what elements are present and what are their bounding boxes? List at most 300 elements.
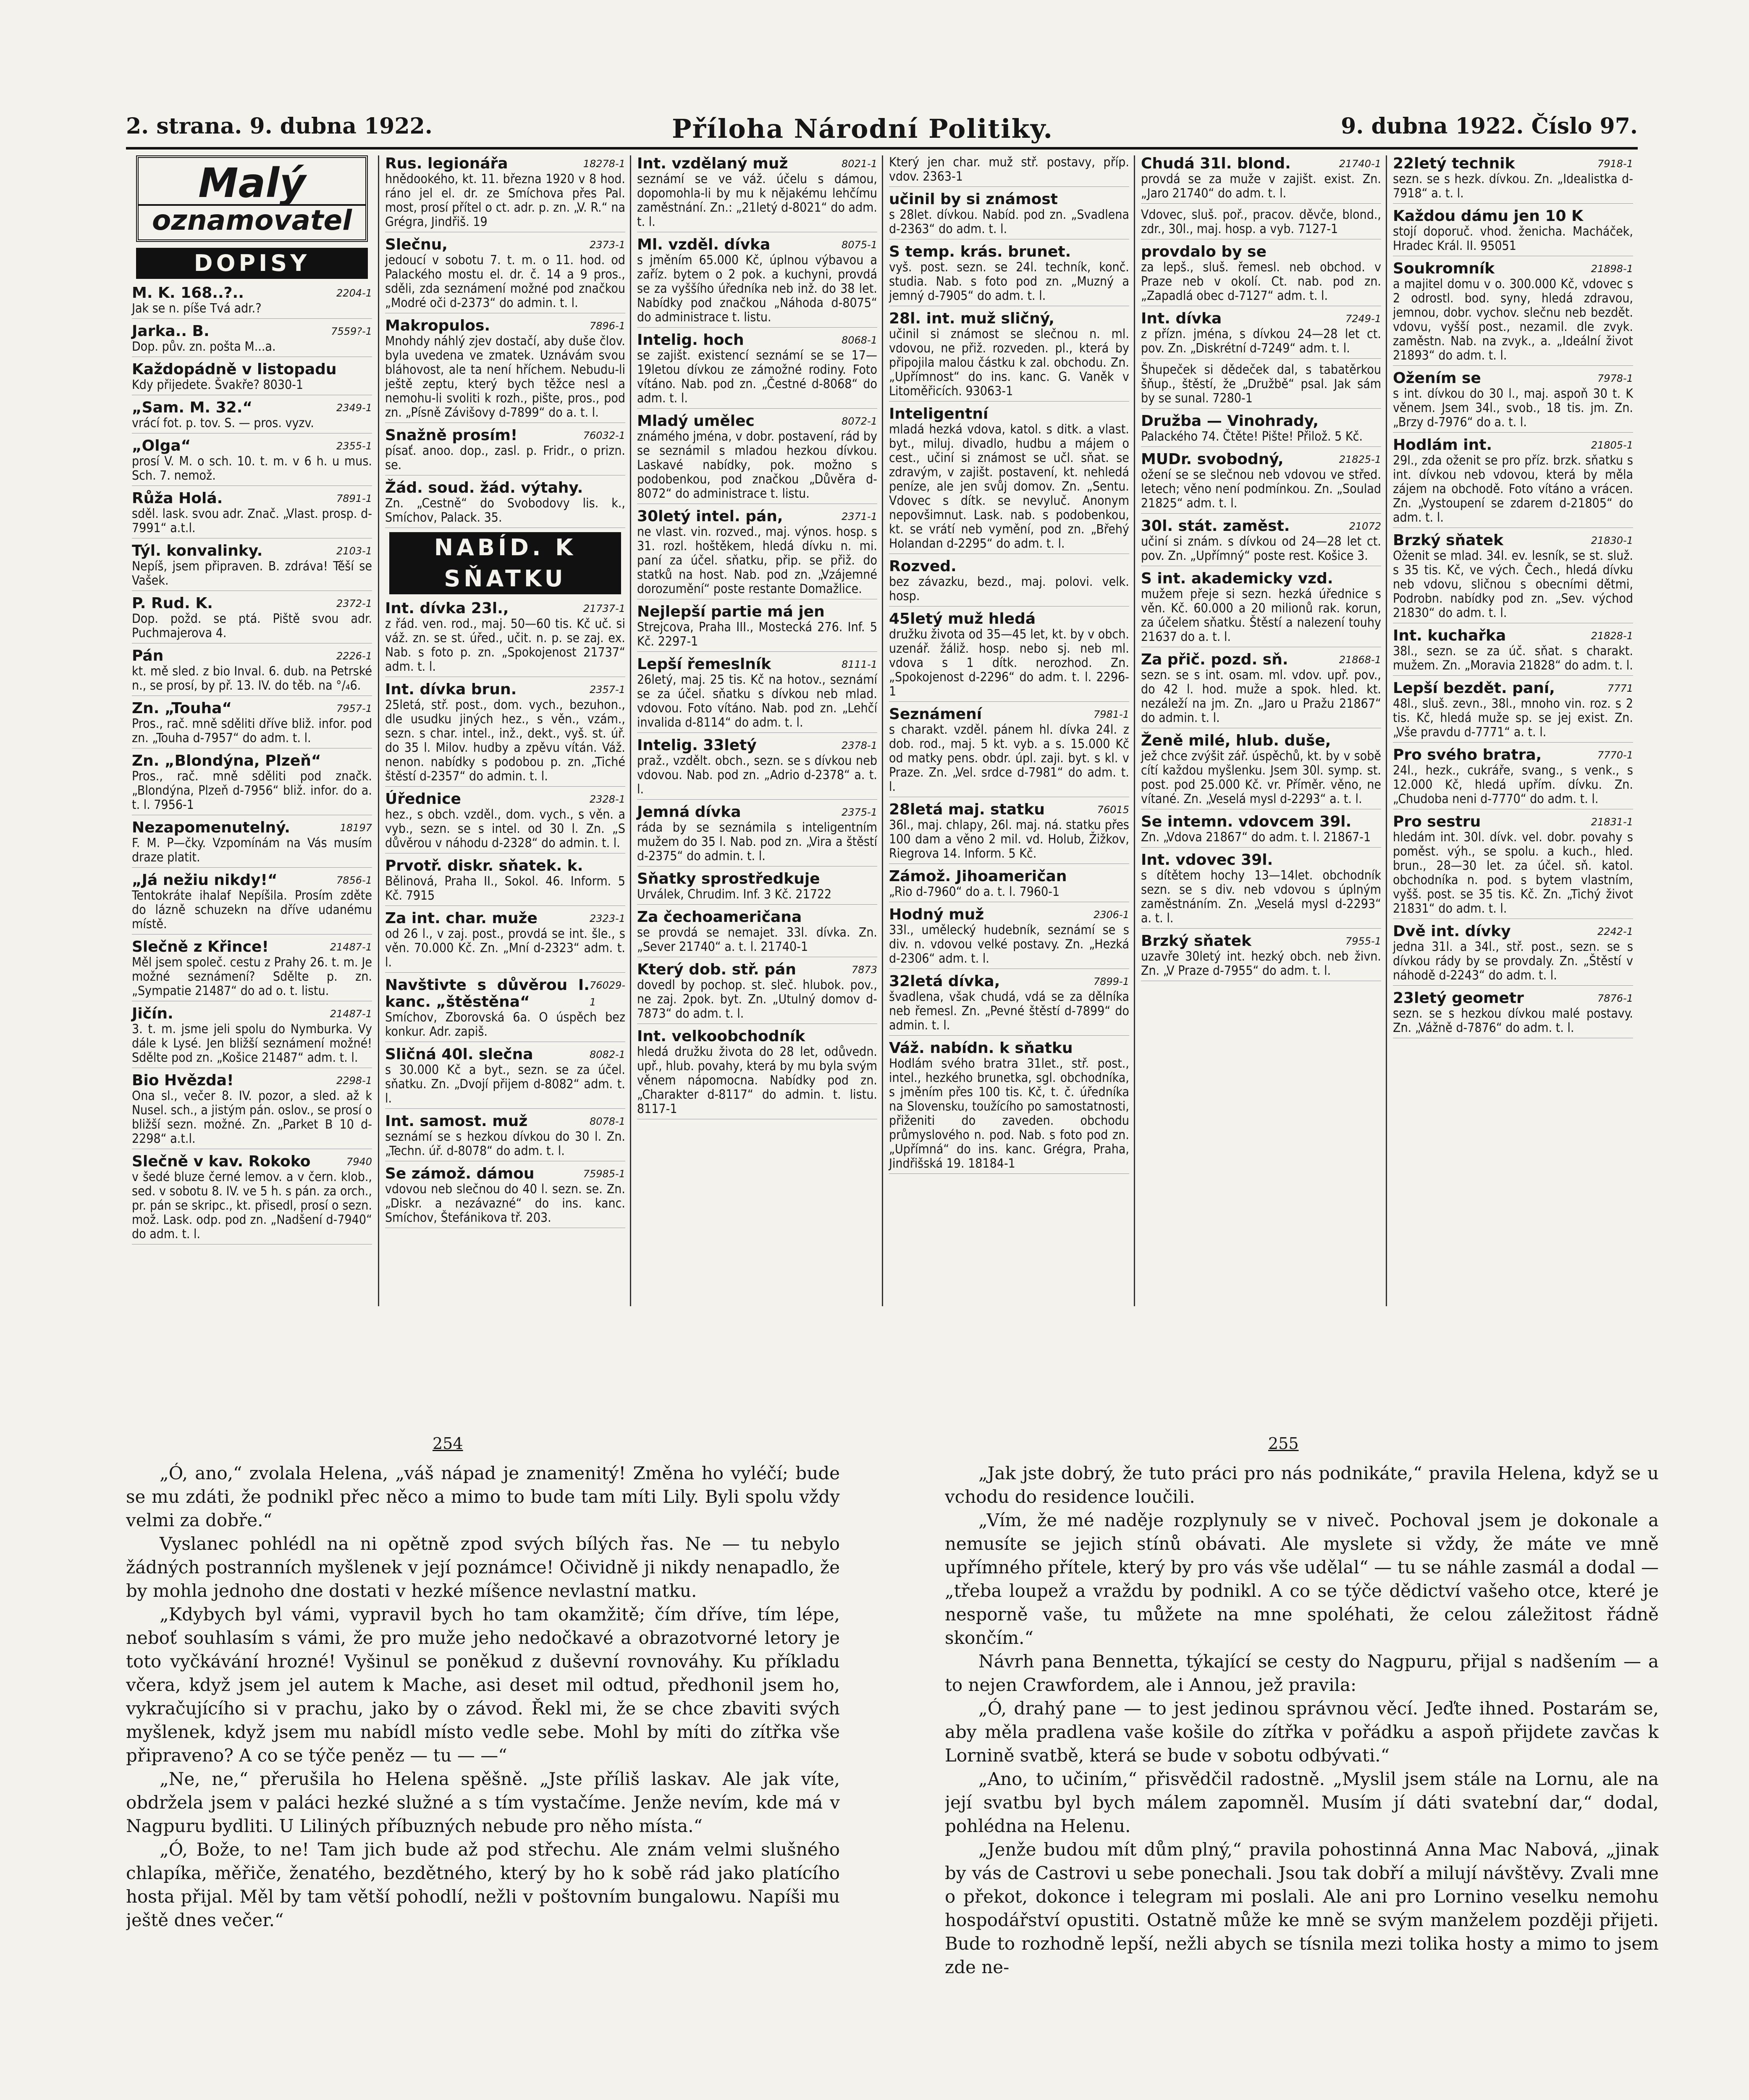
ad-text: Měl jsem společ. cestu z Prahy 26. t. m. Je možné seznámení? Sdělte p. zn. „Sympatie 21487“ do ad o. t. listu.: [132, 955, 372, 998]
ad-text: hledá družku života do 28 let, odůvedn. upř., hlub. povahy, která by mu byla svým věnem nápomocna. Nabídky pod zn. „Charakter d-8117“ do admin. t. listu. 8117-1: [637, 1045, 877, 1116]
ad-title: Int. dívka: [1141, 310, 1222, 327]
ad-code: 8068-1: [841, 334, 877, 346]
ad-text: 48l., sluš. zevn., 38l., mnoho vin. roz. s 2 tis. Kč, hledá muže sp. se jej exist. Zn. „Vše pravdu d-7771“ a. t. l.: [1393, 696, 1633, 740]
ad-code: 18197: [340, 822, 372, 834]
ad-title: Int. vzdělaný muž: [637, 155, 788, 172]
ad-title: Nezapomenutelný.: [132, 819, 290, 836]
ad-title: Růža Holá.: [132, 490, 223, 507]
ad-heading: [1141, 155, 1381, 172]
ad-text: Dop. pův. zn. pošta M...a.: [132, 339, 276, 354]
classified-ad: [132, 648, 372, 696]
classified-ad: [637, 909, 877, 957]
classified-ad: [385, 600, 625, 677]
classified-ad: [132, 872, 372, 934]
ad-text: s dítětem hochy 13—14let. obchodník sezn. se s div. neb vdovou s úplným zaměstnáním. Zn. „Veselá mysl d-2293“ a. t. l.: [1141, 868, 1381, 926]
ad-column-1: [126, 155, 378, 1306]
ad-title: Prvotř. diskr. sňatek. k.: [385, 857, 583, 874]
ad-text: seznámí se s hezkou dívkou do 30 l. Zn. „Techn. úř. d-8078“ do adm. t. l.: [385, 1129, 625, 1158]
classified-ad: [385, 681, 625, 787]
ad-heading: [132, 872, 372, 889]
ad-text: F. M. P—čky. Vzpomínám na Vás musím draze platit.: [132, 836, 372, 865]
classified-ad: [1141, 651, 1381, 728]
logo-line-1: Malý: [198, 160, 306, 207]
ad-text: uzavře 30letý int. hezký obch. neb živn. Zn. „V Praze d-7955“ do adm. t. l.: [1141, 949, 1381, 978]
ad-title: Lepší řemeslník: [637, 656, 771, 673]
ad-text: Hodlám svého bratra 31let., stř. post., intel., hezkého brunetka, sgl. obchodníka, s jměním přes 100 tis. Kč, t. č. úředníka na Slovensku, toužícího po samostatnosti, přiženiti do zaveden. obchodu průmyslového n. pod. Nab. s foto pod zn. „Upřímná“ do ins. kanc. Grégra, Praha, Jindřišská 19. 18184-1: [889, 1056, 1129, 1171]
ad-text: písať. anoo. dop., zasl. p. Fridr., o prizn. se.: [385, 444, 625, 472]
ad-code: 7981-1: [1093, 709, 1129, 720]
ad-heading: [132, 819, 372, 836]
ad-heading: [132, 595, 372, 612]
ad-code: 21487-1: [330, 941, 372, 953]
ad-code: 21868-1: [1339, 654, 1381, 666]
ad-text: sezn. se s int. osam. ml. vdov. upř. pov., do 42 l. hod. muže a spok. hled. kt. nezáleží na jm. Zn. „Jaro u Pražu 21867“ do admin. t. l.: [1141, 668, 1381, 725]
ad-text: Palackého 74. Čtěte! Pište! Přilož. 5 Kč.: [1141, 429, 1363, 444]
classified-ad: [889, 706, 1129, 797]
ad-title: Navštivte s důvěrou I. kanc. „štěstěna“: [385, 976, 590, 1011]
masthead-title: Příloha Národní Politiky.: [672, 113, 1054, 144]
classified-ad: [1393, 990, 1633, 1038]
ad-title: 30l. stát. zaměst.: [1141, 517, 1290, 535]
ad-title: Rus. legionářa: [385, 155, 508, 172]
ad-title: Jičín.: [132, 1005, 173, 1022]
ad-heading: [385, 480, 625, 496]
ad-text: Strejcova, Praha III., Mostecká 276. Inf. 5 Kč. 2297-1: [637, 620, 877, 649]
classified-ad: [1141, 363, 1381, 409]
ad-code: 2298-1: [336, 1075, 372, 1087]
ad-code: 7891-1: [336, 493, 372, 504]
classified-ad: [889, 1040, 1129, 1174]
ad-title: Makropulos.: [385, 317, 490, 334]
masthead-date-left: 2. strana. 9. dubna 1922.: [126, 113, 433, 139]
ad-text: známého jména, v dobr. postavení, rád by se seznámil s mladou hezkou dívkou. Laskavé nabídky, pok. možno s podobenkou, pod značkou „Důvěra d-8072“ do administrace t. listu.: [637, 429, 877, 501]
ad-title: Se intemn. vdovcem 39l.: [1141, 813, 1352, 830]
ad-code: 2372-1: [336, 598, 372, 609]
ad-text: z řád. ven. rod., maj. 50—60 tis. Kč uč. si váž. zn. se st. úřed., učit. n. p. se zaj. ex. Nab. s foto p. zn. „Spokojenost 21737“ adm. t. l.: [385, 617, 625, 674]
ad-code: 8075-1: [841, 239, 877, 251]
classified-ad: [889, 558, 1129, 606]
ad-code: 21898-1: [1591, 263, 1633, 275]
ad-heading: [132, 939, 372, 956]
classified-ad: [1393, 814, 1633, 919]
classified-ad: [1393, 680, 1633, 743]
classified-ad: [1141, 814, 1381, 848]
ad-code: 2204-1: [336, 287, 372, 299]
ad-text: 29l., zda oženit se pro příz. brzk. sňatku s int. dívkou neb vdovou, která by měla zájem na obchodě. Foto vítáno a vrácen. Zn. „Vystoupení se zdarem d-21805“ do adm. t. l.: [1393, 453, 1633, 525]
ad-text: 24l., hezk., cukráře, svang., s venk., s 12.000 Kč, hledá upřím. dívku. Zn. „Chudoba neni d-7770“ do adm. t. l.: [1393, 763, 1633, 806]
ad-heading: [132, 700, 372, 717]
ad-heading: [1393, 208, 1633, 225]
ad-text: s jměním 65.000 Kč, úplnou výbavou a zaříz. bytem o 2 pok. a kuchyni, provdá se za vyššího úředníka neb inž. do 38 let. Nabídky pod značkou „Náhoda d-8075“ do administrace t. listu.: [637, 253, 877, 325]
classified-ad: [1393, 532, 1633, 623]
ad-heading: [889, 906, 1129, 923]
ad-text: ne vlast. vin. rozved., maj. výnos. hosp. s 31. rozl. hoštěkem, hledá dívku n. mi. paní za účel. sňatku, přip. se přiž. do statků na host. Nab. pod zn. „Vzájemné dorozumění“ poste restante Domažlice.: [637, 525, 877, 596]
ad-text: Urválek, Chrudim. Inf. 3 Kč. 21722: [637, 887, 832, 902]
classified-ad: [889, 906, 1129, 969]
ad-heading: [1393, 627, 1633, 644]
classified-ad: [385, 977, 625, 1042]
ad-title: Jarka.. B.: [132, 323, 210, 340]
ad-code: 76032-1: [583, 430, 625, 441]
ad-title: Hodlám int.: [1393, 436, 1492, 454]
ad-column-4: [882, 155, 1135, 1306]
ad-title: Soukromník: [1393, 260, 1495, 277]
ad-heading: [637, 413, 877, 430]
ad-title: Nejlepší partie má jen: [637, 603, 825, 620]
ad-title: Váž. nabídn. k sňatku: [889, 1040, 1073, 1057]
ad-code: 2328-1: [589, 793, 625, 805]
ad-code: 7873: [851, 964, 877, 976]
classified-ad: [1141, 732, 1381, 809]
ad-text: 33l., umělecký hudebník, seznámí se s div. n. vdovou velké postavy. Zn. „Hezká d-2306“ adm. t. l.: [889, 923, 1129, 966]
ad-title: Bio Hvězda!: [132, 1072, 234, 1089]
classified-ad: [132, 753, 372, 815]
classified-ad: [889, 244, 1129, 306]
ad-code: 76015: [1097, 804, 1129, 816]
ad-heading: [132, 648, 372, 664]
ad-title: Int. kuchařka: [1393, 627, 1506, 644]
ad-text: s 28let. dívkou. Nabíd. pod zn. „Svadlena d-2363“ do adm. t. l.: [889, 207, 1129, 236]
ad-text: s charakt. vzděl. pánem hl. dívka 24l. z dob. rod., maj. 5 kt. vyb. a s. 15.000 Kč od matky pens. obdr. úpl. zaji. byt. s kl. v Praze. Zn. „Vel. srdce d-7981“ do adm. t. l.: [889, 722, 1129, 794]
classified-ad: [1141, 208, 1381, 239]
novel-paragraph: „Ano, to učiním,“ přisvědčil radostně. „Myslil jsem stále na Lornu, ale na její svatbu byl bych málem zapomněl. Musím jí dáti svatební dar,“ dodal, pohlédna na Helenu.: [945, 1769, 1659, 1836]
ad-title: 28l. int. muž sličný,: [889, 310, 1055, 327]
ad-heading: [132, 361, 372, 378]
ad-text: Pros., rač. mně sděliti pod značk. „Blondýna, Plzeň d-7956“ bliž. infor. do a. t. l. 7956-1: [132, 769, 372, 812]
ad-text: hnědookého, kt. 11. března 1920 v 8 hod. ráno jel el. dr. ze Smíchova přes Pal. most, prosí přítel o ct. adr. p. zn. „V. R.“ na Grégra, Jindřiš. 19: [385, 172, 625, 229]
ad-code: 7559?-1: [331, 326, 372, 337]
ad-heading: [132, 753, 372, 769]
ad-column-3: [630, 155, 883, 1306]
classified-ad: [1141, 518, 1381, 566]
ad-text: v šedé bluze černé lemov. a v čern. klob., sed. v sobotu 8. IV. ve 5 h. s pán. za orch., pr. pán se skripc., kt. přisedl, prosí o sezn. mož. Lask. odp. pod zn. „Nadšení d-7940“ do adm. t. l.: [132, 1170, 372, 1242]
ad-title: Intelig. 33letý: [637, 737, 757, 754]
classified-ad: [132, 1153, 372, 1244]
ad-text: Dop. požd. se ptá. Piště svou adr. Puchmajerova 4.: [132, 612, 372, 640]
ad-code: 21805-1: [1591, 439, 1633, 451]
ad-heading: [1393, 155, 1633, 172]
ad-heading: [637, 737, 877, 754]
ad-code: 2373-1: [589, 239, 625, 251]
classified-ad: [1141, 310, 1381, 359]
classified-ad: [1141, 413, 1381, 447]
ad-title: Slečně v kav. Rokoko: [132, 1153, 311, 1170]
novel-paragraph: „Ó, ano,“ zvolala Helena, „váš nápad je znamenitý! Změna ho vyléčí; bude se mu zdáti, že podnikl přec něco a mimo to bude tam míti Lily. Byli spolu vždy velmi za dobře.“: [126, 1463, 840, 1530]
ad-text: jež chce zvýšit zář. úspěchů, kt. by v sobě cítí každou myšlenku. Jsem 30l. symp. st. post. pod 25.000 Kč. vr. Příměr. věno, ne vítané. Zn. „Veselá mysl d-2293“ a. t. l.: [1141, 749, 1381, 806]
ad-title: Zn. „Touha“: [132, 700, 232, 717]
classified-ad: [132, 819, 372, 868]
ad-code: 8078-1: [589, 1116, 625, 1127]
ad-heading: [1141, 814, 1381, 830]
ad-code: 2323-1: [589, 913, 625, 924]
classified-ad: [385, 1166, 625, 1228]
masthead: [126, 113, 1638, 147]
ad-heading: [1141, 852, 1381, 869]
ad-heading: [889, 406, 1129, 423]
ad-title: učinil by si známost: [889, 191, 1058, 208]
ad-title: Slečně z Křince!: [132, 938, 269, 956]
ad-heading: [889, 973, 1129, 990]
masthead-date-right: 9. dubna 1922. Číslo 97.: [1341, 113, 1638, 139]
ad-title: Hodný muž: [889, 906, 984, 923]
ad-code: 2371-1: [841, 511, 877, 522]
ad-code: 8111-1: [841, 659, 877, 670]
ad-text: hez., s obch. vzděl., dom. vych., s věn. a vyb., sezn. se s intel. od 30 l. Zn. „S důvěrou v náhodu d-2328“ do admin. t. l.: [385, 807, 625, 850]
ad-code: 2103-1: [336, 545, 372, 557]
ad-heading: [385, 791, 625, 808]
ad-title: 22letý technik: [1393, 155, 1515, 172]
classified-ad: [1393, 155, 1633, 204]
ad-code: 75985-1: [583, 1168, 625, 1180]
ad-title: Družba — Vinohrady,: [1141, 412, 1319, 430]
ad-title: Int. dívka 23l.,: [385, 600, 509, 617]
ad-text: mladá hezká vdova, katol. s ditk. a vlast. byt., miluj. divadlo, hudbu a májem o cest., učiní si známost se učl. sňat. se zdravým, v zajišt. postavení, kt. nehledá peníze, ale jen svůj domov. Zn. „Sentu. Vdovec s dítk. se nevyluč. Anonym nepovšimnut. Lask. nab. s podobenkou, kt. se vrátí neb vymění, pod zn. „Břehý Holandan d-2295“ do adm. t. l.: [889, 422, 1129, 551]
ad-title: Rozved.: [889, 558, 957, 575]
classified-ad: [1141, 852, 1381, 929]
classified-ad: [889, 801, 1129, 864]
classified-ad: [637, 871, 877, 905]
classified-ad: [889, 406, 1129, 554]
ad-text: sezn. se s hezkou dívkou malé postavy. Zn. „Vážně d-7876“ do adm. t. l.: [1393, 1006, 1633, 1035]
classified-ad: [385, 155, 625, 232]
ad-heading: [132, 543, 372, 559]
ad-title: 23letý geometr: [1393, 990, 1524, 1007]
ad-column-6: [1386, 155, 1639, 1306]
ad-text: se zajišt. existencí seznámí se se 17—19letou dívkou ze zámožné rodiny. Foto vítáno. Nab. pod zn. „Čestné d-8068“ do adm. t. l.: [637, 348, 877, 406]
ad-heading: [385, 318, 625, 334]
novel-paragraph: Vyslanec pohlédl na ni opětně zpod svých bílých řas. Ne — tu nebylo žádných postranních myšlenek v její poznámce! Očividně ji nikdy nenapadlo, že by mohla jednoho dne dostati v hezké míšence nevlastní matku.: [126, 1533, 840, 1601]
ad-text: Pros., rač. mně sděliti dříve bliž. infor. pod zn. „Touha d-7957“ do adm. t. l.: [132, 717, 372, 746]
classified-ad: [889, 973, 1129, 1036]
classified-ad: [889, 310, 1129, 402]
ad-title: S int. akademicky vzd.: [1141, 570, 1333, 587]
ad-heading: [385, 681, 625, 698]
maly-oznamovatel-logo: [136, 155, 368, 242]
ad-heading: [132, 438, 372, 454]
ad-title: M. K. 168..?..: [132, 284, 244, 302]
ad-code: 7955-1: [1345, 935, 1381, 947]
ad-title: Pro sestru: [1393, 813, 1481, 830]
ad-text: „Rio d-7960“ do a. t. l. 7960-1: [889, 885, 1060, 899]
ad-heading: [637, 871, 877, 887]
ad-text: Tentokráte ihalaf Nepíšila. Prosím zděte do lázně schuzekn na dříve udanému místě.: [132, 888, 372, 932]
classified-ad: [637, 155, 877, 232]
classified-ad: [385, 1113, 625, 1161]
ad-heading: [637, 1028, 877, 1045]
ad-text: Smíchov, Zborovská 6a. O úspěch bez konkur. Adr. zapiš.: [385, 1010, 625, 1039]
ad-code: 21828-1: [1591, 630, 1633, 642]
ad-title: Chudá 31l. blond.: [1141, 155, 1291, 172]
ad-text: Ona sl., večer 8. IV. pozor, a sled. až k Nusel. sch., a jistým pán. oslov., se prosí o bližší sezn. možné. Zn. „Parket B 10 d-2298“ a.t.l.: [132, 1089, 372, 1146]
classified-ad: [132, 399, 372, 433]
ad-title: Úřednice: [385, 790, 461, 808]
novel-paragraph: „Jak jste dobrý, že tuto práci pro nás podnikáte,“ pravila Helena, když se u vchodu do residence loučili.: [945, 1463, 1659, 1507]
ad-code: 76029-1: [589, 979, 625, 1008]
ad-heading: [1393, 680, 1633, 697]
classified-ad: [637, 236, 877, 328]
classified-ad: [1393, 923, 1633, 986]
classified-ad: [889, 611, 1129, 702]
classified-ad: [385, 858, 625, 906]
ad-text: provdá se za muže v zajišt. exist. Zn. „Jaro 21740“ do adm. t. l.: [1141, 172, 1381, 201]
ad-code: 2226-1: [336, 650, 372, 662]
ad-heading: [889, 191, 1129, 208]
ad-title: Zámož. Jihoameričan: [889, 868, 1067, 885]
ad-heading: [637, 155, 877, 172]
ad-code: 7978-1: [1597, 373, 1633, 384]
ad-heading: [385, 1046, 625, 1063]
ad-text: prosí V. M. o sch. 10. t. m. v 6 h. u mus. Sch. 7. nemož.: [132, 454, 372, 483]
page-number-right: 255: [1268, 1434, 1299, 1453]
ad-text: družku života od 35—45 let, kt. by v obch. uzenář. žáliž. hosp. nebo sj. neb ml. vdova s 1 dítk. nerozhod. Zn. „Spokojenost d-2296“ do adm. t. l. 2296-1: [889, 627, 1129, 699]
classified-ad: [889, 868, 1129, 902]
ad-text: praž., vzdělt. obch., sezn. se s dívkou neb vdovou. Nab. pod zn. „Adrio d-2378“ a. t. l.: [637, 753, 877, 797]
classified-ad: [132, 490, 372, 538]
ad-heading: [637, 604, 877, 620]
ad-heading: [637, 804, 877, 821]
ad-heading: [385, 858, 625, 874]
ad-text: mužem přeje si sezn. hezká úřednice s věn. Kč. 60.000 a 20 milionů rak. korun, za účelem sňatku. Štěstí a nalezení touhy 21637 do a. t. l.: [1141, 587, 1381, 644]
classified-ad: [132, 939, 372, 1001]
ad-heading: [132, 490, 372, 507]
page-number-left: 254: [433, 1434, 463, 1453]
classified-ad: [132, 700, 372, 748]
ad-title: Týl. konvalinky.: [132, 542, 263, 559]
ad-heading: [889, 558, 1129, 575]
classified-ad: [132, 1072, 372, 1149]
ad-title: Pán: [132, 647, 164, 664]
ad-heading: [637, 656, 877, 673]
ad-code: 8082-1: [589, 1049, 625, 1060]
ad-text: sezn. se s hezk. dívkou. Zn. „Idealistka d-7918“ a. t. l.: [1393, 172, 1633, 201]
ad-title: Seznámení: [889, 706, 982, 723]
ad-code: 2306-1: [1093, 909, 1129, 921]
classified-ad: [132, 285, 372, 319]
novel-text-left: [126, 1462, 840, 2100]
ad-title: Brzký sňatek: [1393, 532, 1504, 549]
ad-heading: [1393, 990, 1633, 1007]
ad-text: Zn. „Vdova 21867“ do adm. t. l. 21867-1: [1141, 830, 1371, 845]
classified-ad: [385, 480, 625, 528]
novel-paragraph: „Vím, že mé naděje rozplynuly se v niveč. Pochoval jsem je dokonale a nemusíte se jejich stínů obávati. Ale myslete si vždy, že máte ve mně upřímného přítele, který by pro vás vše udělal“ — tu se náhle zasmál a dodal — „třeba loupež a vraždu by podnikl. A co se týče dědictví vašeho otce, které je nesporně vaše, tu můžete na mne spoléhati, že celou záležitost řádně skončím.“: [945, 1510, 1659, 1648]
ad-text: Šhupeček si dědeček dal, s tabatěrkou šňup., štěstí, že „Družbě“ psal. Jak sám by se sunal. 7280-1: [1141, 362, 1381, 406]
ad-heading: [1393, 747, 1633, 764]
ad-title: Ženě milé, hlub. duše,: [1141, 732, 1331, 749]
ad-code: 7899-1: [1093, 976, 1129, 987]
ad-title: Pro svého bratra,: [1393, 746, 1542, 764]
section-heading-dopisy: DOPISY: [136, 248, 368, 279]
ad-heading: [385, 977, 625, 1011]
classified-ad: [1393, 260, 1633, 366]
ad-heading: [889, 611, 1129, 627]
classified-ad: [637, 413, 877, 504]
ad-heading: [132, 1005, 372, 1022]
ad-title: Ožením se: [1393, 370, 1481, 387]
ad-code: 8021-1: [841, 158, 877, 170]
ad-title: Intelig. hoch: [637, 331, 744, 349]
ad-text: z přízn. jména, s dívkou 24—28 let ct. pov. Zn. „Diskrétní d-7249“ adm. t. l.: [1141, 327, 1381, 356]
ad-title: Sličná 40l. slečna: [385, 1046, 533, 1063]
ad-heading: [1393, 814, 1633, 830]
classified-ad: [1393, 747, 1633, 809]
classified-ad: [1393, 208, 1633, 256]
classified-ad: [385, 318, 625, 423]
ad-heading: [637, 236, 877, 253]
ad-code: 7249-1: [1345, 313, 1381, 325]
ad-text: vdovou neb slečnou do 40 l. sezn. se. Zn. „Diskr. a nezávazné“ do ins. kanc. Smíchov, Štefánikova tř. 203.: [385, 1182, 625, 1225]
ad-title: Int. samost. muž: [385, 1113, 528, 1130]
ad-code: 7940: [346, 1156, 372, 1168]
ad-code: 7957-1: [336, 703, 372, 714]
ad-title: Každou dámu jen 10 K: [1393, 207, 1583, 225]
ad-code: 7896-1: [589, 320, 625, 332]
classified-ad: [132, 323, 372, 357]
ad-code: 21740-1: [1339, 158, 1381, 170]
ad-heading: [637, 909, 877, 926]
ad-text: 36l., maj. chlapy, 26l. maj. ná. statku přes 100 dam a věno 2 mil. vd. Holub, Žižkov, Riegrova 14. Inform. 5 Kč.: [889, 818, 1129, 861]
ad-heading: [385, 155, 625, 172]
ad-text: 26letý, maj. 25 tis. Kč na hotov., seznámí se za účel. sňatku s dívkou neb mlad. vdovou. Foto vítáno. Nab. pod zn. „Lehčí invalida d-8114“ do adm. t. l.: [637, 672, 877, 730]
classified-ad: [1141, 933, 1381, 981]
ad-code: 7918-1: [1597, 158, 1633, 170]
ad-text: a majitel domu v o. 300.000 Kč, vdovec s 2 odrostl. bod. syny, hledá zdravou, jemnou, dobr. vychov. slečnu neb bezdět. vdovu, vyšší post., nezamil. dle zvyk. zaměstn. Nab. na zvyk., a. „Ideální život 21893“ do adm. t. l.: [1393, 277, 1633, 363]
classified-ad: [1393, 627, 1633, 676]
ad-text: učinil si známost se slečnou n. ml. vdovou, ne přiž. rozveden. pl., která by připojila malou částku k zal. obchodu. Zn. „Upřímnost“ do ins. kanc. G. Vaněk v Litoměřicích. 93063-1: [889, 327, 1129, 399]
ad-code: 2242-1: [1597, 926, 1633, 937]
ad-code: 21831-1: [1591, 816, 1633, 828]
ad-column-2: [378, 155, 631, 1306]
classified-ad: [637, 656, 877, 733]
ad-text: ožení se se slečnou neb vdovou ve střed. letech; věno není podmínkou. Zn. „Soulad 21825“ adm. t. l.: [1141, 467, 1381, 511]
ad-heading: [385, 600, 625, 617]
ad-code: 2378-1: [841, 740, 877, 751]
ad-title: Int. dívka brun.: [385, 681, 517, 698]
ad-text: Vdovec, sluš. poř., pracov. děvče, blond., zdr., 30l., maj. hosp. a vyb. 7127-1: [1141, 207, 1381, 236]
classified-ad: [637, 332, 877, 409]
ad-heading: [889, 1040, 1129, 1057]
ad-title: Za čechoameričana: [637, 908, 802, 926]
ad-code: 21830-1: [1591, 535, 1633, 546]
ad-title: 45letý muž hledá: [889, 610, 1036, 627]
ad-heading: [1393, 260, 1633, 277]
ad-text: dovedl by pochop. st. sleč. hlubok. pov., ne zaj. 2pok. byt. Zn. „Utulný domov d-7873“ do adm. t. l.: [637, 978, 877, 1021]
ad-text: vrácí fot. p. tov. S. — pros. vyzv.: [132, 416, 314, 430]
ad-heading: [1393, 437, 1633, 454]
ad-heading: [1141, 310, 1381, 327]
classified-ad: [889, 155, 1129, 187]
ad-text: se provdá se nemajet. 33l. dívka. Zn. „Sever 21740“ a. t. l. 21740-1: [637, 925, 877, 954]
section-heading-snatky: NABÍD. K SŇATKU: [389, 532, 621, 594]
ad-title: „Sam. M. 32.“: [132, 399, 253, 416]
ad-text: 3. t. m. jsme jeli spolu do Nymburka. Vy dále k Lysé. Jen bližší seznámení možné! Sdělte pod zn. „Košice 21487“ adm. t. l.: [132, 1022, 372, 1065]
ad-text: 38l., sezn. se za úč. sňat. s charakt. mužem. Zn. „Moravia 21828“ do adm. t. l.: [1393, 644, 1633, 673]
ad-heading: [385, 1113, 625, 1130]
ad-heading: [385, 236, 625, 253]
ad-heading: [132, 399, 372, 416]
classified-ad: [132, 438, 372, 486]
novel-paragraph: „Jenže budou mít dům plný,“ pravila pohostinná Anna Mac Nabová, „jinak by vás de Castrovi u sebe ponechali. Jsou tak dobří a milují návštěvy. Zvali mne o překot, dokonce i telegram mi poslali. Ale ani pro Lornino veselku nemohu hospodářství opustiti. Ostatně může ke mně se svým manželem později přijeti. Bude to rozhodně lepší, nežli abych se tísnila mezi tolika hosty a mimo to jsem zde ne-: [945, 1839, 1659, 1977]
classified-ad: [1141, 155, 1381, 204]
novel-text-right: [945, 1462, 1659, 2100]
ad-title: Lepší bezdět. paní,: [1393, 680, 1555, 697]
ad-title: P. Rud. K.: [132, 595, 213, 612]
classified-ad: [1393, 370, 1633, 433]
ad-text: sděl. lask. svou adr. Znač. „Vlast. prosp. d-7991“ a.t.l.: [132, 507, 372, 536]
ad-heading: [132, 1072, 372, 1089]
novel-paragraph: „Kdybych byl vámi, vypravil bych ho tam okamžitě; čím dříve, tím lépe, neboť souhlasím s vámi, že pro muže jeho nedočkavé a obrazotvorné letory je toto vyčkávání hrozné! Vyšinul se poněkud z duševní rovnováhy. Ku příkladu včera, když jsem jel autem k Mache, asi deset mil odtud, předhonil jsem ho, vykračujícího si v prachu, jako by o závod. Řekl mi, že se chce zbaviti svých myšlenek, když jsem mu nabídl místo vedle sebe. Mohl by míti do zítřka vše připraveno? A co se týče peněz — tu — —“: [126, 1604, 840, 1766]
ad-heading: [1393, 370, 1633, 387]
ad-text: jedna 31l. a 34l., stř. post., sezn. se s dívkou rády by se provdaly. Zn. „Štěstí v náhodě d-2243“ do adm. t. l.: [1393, 940, 1633, 983]
